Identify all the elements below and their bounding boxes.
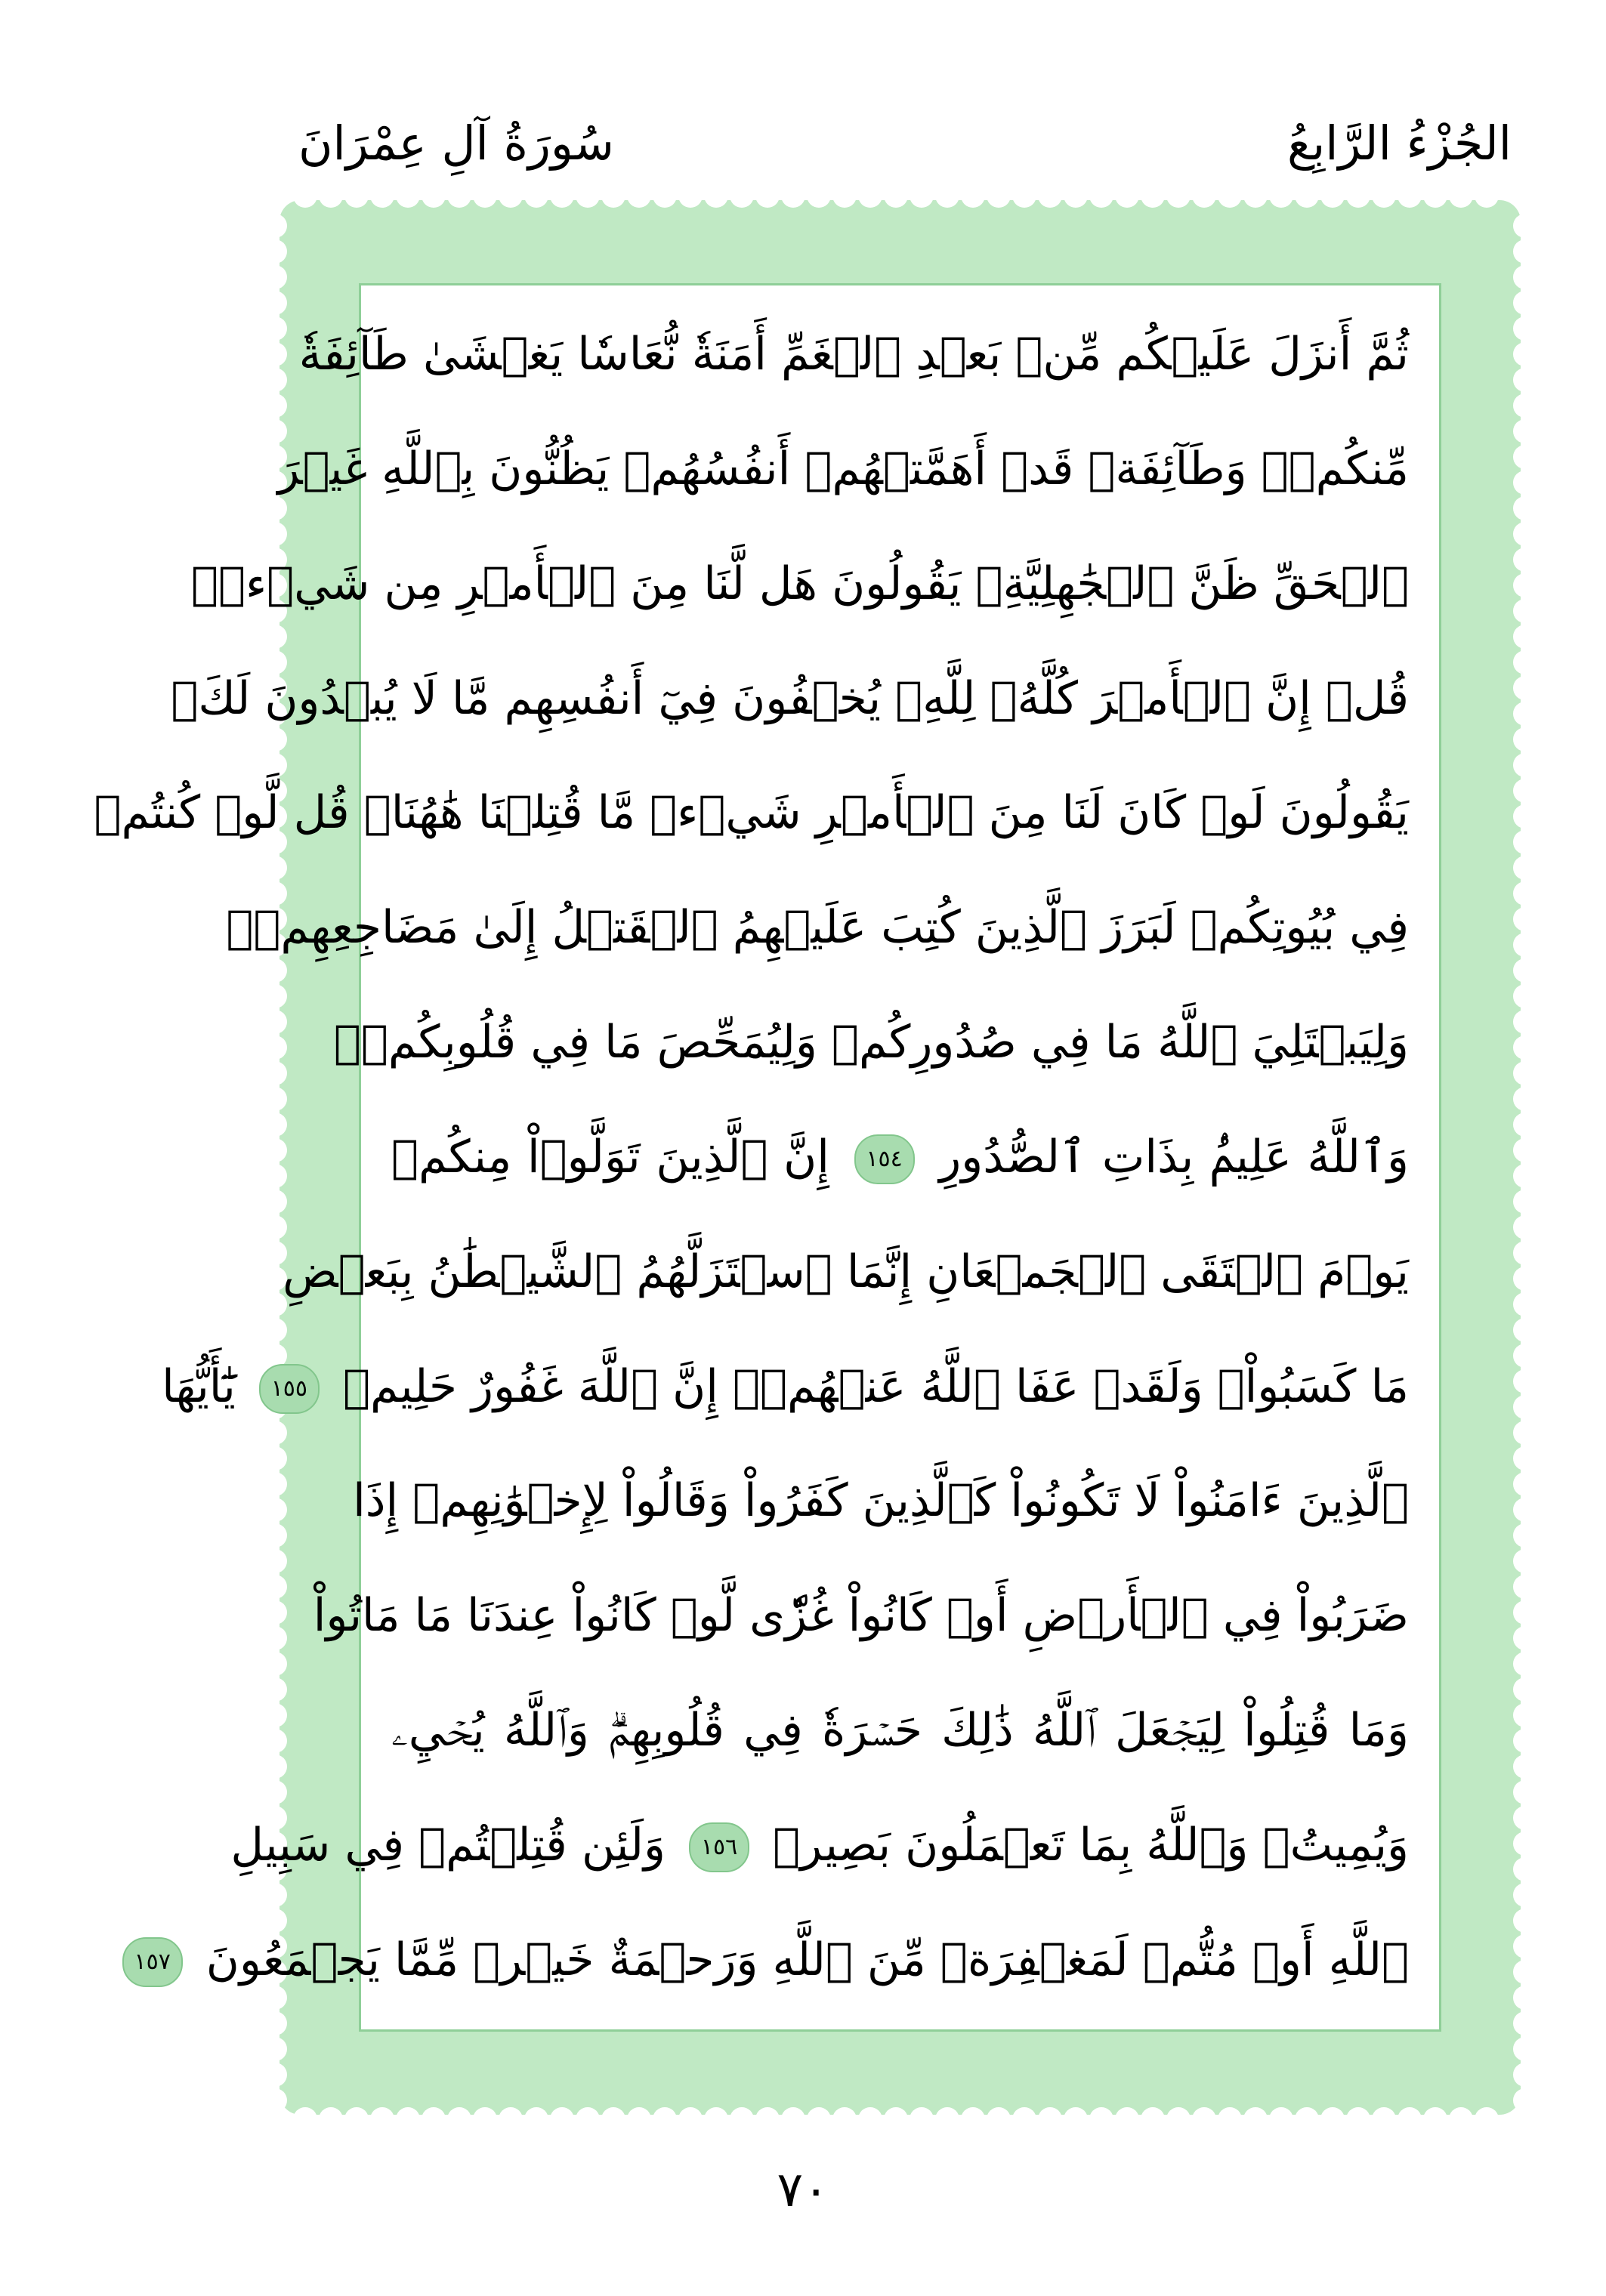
verse-line bbox=[94, 759, 1409, 867]
verse-text: ٱلَّذِينَ ءَامَنُواْ لَا تَكُونُواْ كَٱلَّذِينَ كَفَرُواْ وَقَالُواْ لِإِخۡوَٰنِهِمۡ إِذَا bbox=[353, 1474, 1409, 1528]
verse-line bbox=[283, 1218, 1409, 1326]
verse-text: يَقُولُونَ لَوۡ كَانَ لَنَا مِنَ ٱلۡأَمۡرِ شَيۡءٞ مَّا قُتِلۡنَا هَٰهُنَاۗ قُل لَّوۡ كُنتُمۡ bbox=[94, 786, 1409, 840]
verse-text: وَمَا قُتِلُواْ لِيَجۡعَلَ ٱللَّهُ ذَٰلِكَ حَسۡرَةٗ فِي قُلُوبِهِمۡۗ وَٱللَّهُ يُحۡيِۦ bbox=[391, 1704, 1409, 1757]
juz-title: الجُزْءُ الرَّابِعُ bbox=[1286, 116, 1512, 171]
verse-text: فِي بُيُوتِكُمۡ لَبَرَزَ ٱلَّذِينَ كُتِبَ عَلَيۡهِمُ ٱلۡقَتۡلُ إِلَىٰ مَضَاجِعِهِمۡۖ bbox=[226, 901, 1409, 955]
verse-text: ٱللَّهِ أَوۡ مُتُّمۡ لَمَغۡفِرَةٞ مِّنَ ٱللَّهِ وَرَحۡمَةٌ خَيۡرٞ مِّمَّا يَجۡمَعُونَ bbox=[205, 1933, 1409, 1986]
surah-title: سُورَةُ آلِ عِمْرَانَ bbox=[298, 116, 614, 171]
verse-line bbox=[391, 1677, 1409, 1785]
verse-line bbox=[391, 1103, 1409, 1211]
verse-text: إِنَّ ٱلَّذِينَ تَوَلَّوۡاْ مِنكُمۡ bbox=[391, 1130, 829, 1183]
verse-text: قُلۡ إِنَّ ٱلۡأَمۡرَ كُلَّهُۥ لِلَّهِۗ يُخۡفُونَ فِيٓ أَنفُسِهِم مَّا لَا يُبۡدُونَ لَكَۖ bbox=[171, 671, 1409, 725]
text-panel bbox=[94, 283, 1441, 2032]
verse-lines bbox=[94, 301, 1409, 2014]
verse-text: ثُمَّ أَنزَلَ عَلَيۡكُم مِّنۢ بَعۡدِ ٱلۡغَمِّ أَمَنَةٗ نُّعَاسٗا يَغۡشَىٰ طَآئِفَةٗ bbox=[298, 328, 1409, 381]
verse-text: ٱلۡحَقِّ ظَنَّ ٱلۡجَٰهِلِيَّةِۖ يَقُولُونَ هَل لَّنَا مِنَ ٱلۡأَمۡرِ مِن شَيۡءٖۗ bbox=[190, 557, 1409, 610]
verse-line bbox=[333, 989, 1409, 1097]
ayah-number-marker: ١٥٦ bbox=[689, 1822, 749, 1872]
verse-text: مَا كَسَبُواْۖ وَلَقَدۡ عَفَا ٱللَّهُ عَنۡهُمۡۗ إِنَّ ٱللَّهَ غَفُورٌ حَلِيمٞ bbox=[342, 1359, 1409, 1413]
verse-line bbox=[298, 301, 1409, 409]
verse-line bbox=[313, 1562, 1409, 1670]
verse-text: مِّنكُمۡۖ وَطَآئِفَةٞ قَدۡ أَهَمَّتۡهُمۡ أَنفُسُهُمۡ يَظُنُّونَ بِٱللَّهِ غَيۡرَ bbox=[277, 442, 1409, 495]
page-number: ٧٠ bbox=[777, 2162, 829, 2218]
verse-line bbox=[162, 1333, 1409, 1441]
ayah-number-marker: ١٥٥ bbox=[259, 1364, 320, 1414]
verse-text: وَلِيَبۡتَلِيَ ٱللَّهُ مَا فِي صُدُورِكُمۡ وَلِيُمَحِّصَ مَا فِي قُلُوبِكُمۡۚ bbox=[333, 1016, 1409, 1069]
verse-line bbox=[226, 874, 1409, 982]
verse-line bbox=[171, 645, 1409, 753]
verse-line bbox=[353, 1447, 1409, 1555]
ayah-number-marker: ١٥٧ bbox=[122, 1937, 183, 1987]
verse-text: وَلَئِن قُتِلۡتُمۡ فِي سَبِيلِ bbox=[230, 1818, 666, 1872]
ayah-number-marker: ١٥٤ bbox=[854, 1134, 915, 1184]
verse-text: وَٱللَّهُ عَلِيمُۢ بِذَاتِ ٱلصُّدُورِ bbox=[939, 1130, 1409, 1183]
verse-line bbox=[230, 1791, 1409, 1899]
verse-text: وَيُمِيتُۗ وَٱللَّهُ بِمَا تَعۡمَلُونَ بَصِيرٞ bbox=[773, 1818, 1409, 1872]
verse-line bbox=[190, 530, 1409, 638]
verse-line bbox=[277, 415, 1409, 523]
verse-line bbox=[134, 1906, 1409, 2014]
verse-text: ضَرَبُواْ فِي ٱلۡأَرۡضِ أَوۡ كَانُواْ غُزّٗى لَّوۡ كَانُواْ عِندَنَا مَا مَاتُواْ bbox=[313, 1589, 1409, 1643]
verse-text: يَٰٓأَيُّهَا bbox=[162, 1359, 236, 1413]
verse-text: يَوۡمَ ٱلۡتَقَى ٱلۡجَمۡعَانِ إِنَّمَا ٱسۡتَزَلَّهُمُ ٱلشَّيۡطَٰنُ بِبَعۡضِ bbox=[283, 1245, 1409, 1298]
